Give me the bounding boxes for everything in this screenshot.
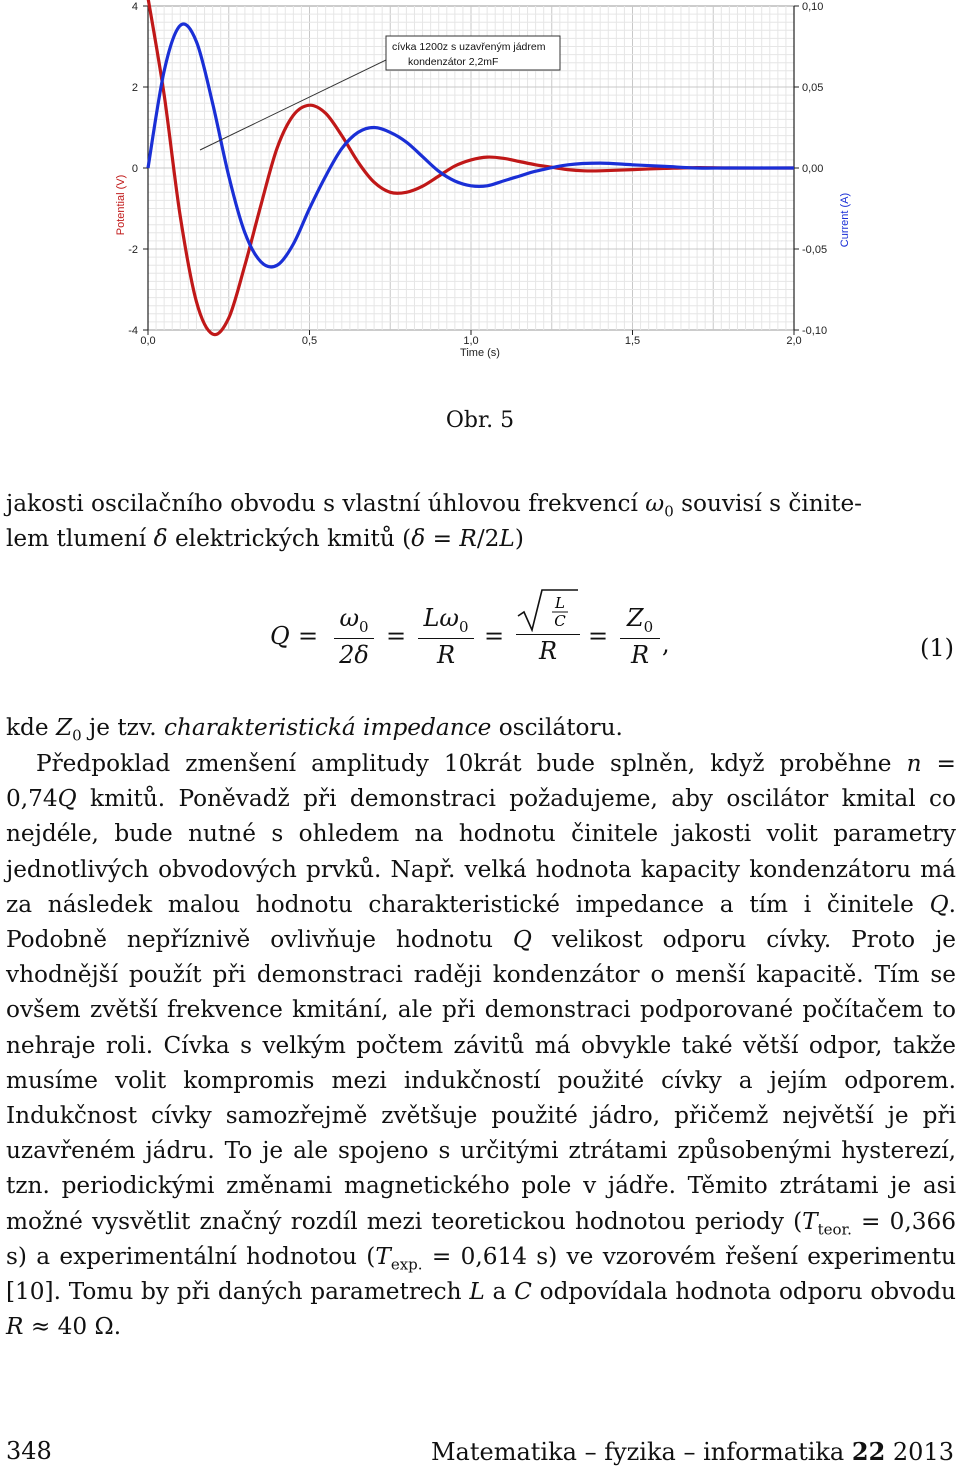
body-text: . Podobně nepříznivě ovlivňuje hodnotu xyxy=(6,890,956,954)
math-symbol: Q xyxy=(512,926,532,954)
eq-fraction-2 xyxy=(418,604,474,669)
intro-text: ) xyxy=(514,525,524,553)
eq-sign: = xyxy=(386,622,407,650)
y-left-tick-label: -2 xyxy=(128,244,138,256)
y-right-tick-label: 0,00 xyxy=(802,163,824,175)
eq-subscript: 0 xyxy=(359,617,369,636)
equation-number: (1) xyxy=(920,634,954,662)
y-right-tick-label: -0,05 xyxy=(802,244,828,256)
defined-term: charakteristická impedance xyxy=(163,714,492,741)
body-text: kde xyxy=(6,714,56,741)
eq-sign: = xyxy=(298,622,319,650)
math-subscript: teor. xyxy=(817,1220,852,1239)
x-axis-label: Time (s) xyxy=(460,347,500,359)
x-tick-label: 0,5 xyxy=(301,335,318,347)
chart-canvas xyxy=(108,0,852,360)
omega-subscript: 0 xyxy=(664,502,674,521)
math-symbol: T xyxy=(802,1207,818,1235)
body-paragraph-2 xyxy=(6,746,956,1344)
eq-numerator: Z xyxy=(626,604,644,632)
intro-text: elektrických kmitů ( xyxy=(167,525,412,553)
impedance-subscript: 0 xyxy=(72,726,82,745)
body-text: ≈ 40 Ω. xyxy=(23,1313,122,1341)
eq-fraction-1 xyxy=(334,604,374,669)
omega-symbol: ω xyxy=(645,490,665,517)
y-left-tick-label: 4 xyxy=(131,1,138,13)
y-left-axis-label: Potential (V) xyxy=(115,174,127,236)
y-left-tick-label: 2 xyxy=(131,82,138,94)
inductance-symbol: L xyxy=(499,525,515,553)
eq-denominator: R xyxy=(630,640,650,669)
eq-denominator: R xyxy=(436,640,456,669)
eq-denominator: R xyxy=(538,637,558,665)
math-symbol: T xyxy=(375,1242,391,1270)
intro-text: = xyxy=(425,525,460,553)
intro-paragraph xyxy=(6,486,956,556)
journal-name: Matematika – fyzika – informatika xyxy=(430,1438,852,1466)
body-paragraph-1 xyxy=(6,710,956,745)
legend-line-1: cívka 1200z s uzavřeným jádrem xyxy=(392,41,546,53)
journal-info xyxy=(431,1437,954,1466)
body-text: a xyxy=(484,1278,515,1306)
x-tick-label: 2,0 xyxy=(786,335,802,347)
delta-symbol: δ xyxy=(411,525,426,553)
resistance-symbol: R xyxy=(459,525,477,553)
eq-fraction-3 xyxy=(516,586,580,665)
body-text: = 0,614 s) ve vzorovém řešení experimentu [10]. Tomu by při daných parametrech xyxy=(6,1242,956,1306)
math-symbol: C xyxy=(514,1278,532,1306)
root-denominator: C xyxy=(554,612,566,630)
eq-subscript: 0 xyxy=(643,617,654,636)
body-text: kmitů. Poněvadž při demonstraci požadujeme, aby oscilátor kmital co nejdéle, bude nutné s ohledem na hodnotu činitele jakosti volit parametry jednotlivých obvodových prvků. Např. velká hodnota kapacity kondenzátoru má za následek malou hodnotu charakteristické impedance a tím i činitele xyxy=(6,785,956,918)
y-left-tick-label: -4 xyxy=(128,325,138,337)
math-symbol: Q xyxy=(929,890,949,918)
quality-factor-equation xyxy=(270,586,770,696)
eq-sign: = xyxy=(484,622,505,650)
eq-numerator: Lω xyxy=(423,604,459,632)
page-footer xyxy=(6,1437,954,1466)
math-subscript: exp. xyxy=(390,1255,423,1274)
x-tick-label: 1,0 xyxy=(463,335,479,347)
y-right-tick-label: 0,05 xyxy=(802,82,824,94)
journal-year: 2013 xyxy=(885,1438,954,1466)
delta-symbol: δ xyxy=(153,525,168,553)
square-root-sign xyxy=(516,586,580,632)
body-text: odpovídala hodnota odporu obvodu xyxy=(531,1278,956,1306)
body-text: = 0,74 xyxy=(6,750,956,813)
eq-subscript: 0 xyxy=(458,617,469,636)
root-numerator: L xyxy=(555,594,565,612)
intro-text: lem tlumení xyxy=(6,525,154,553)
intro-text: souvisí s činite- xyxy=(673,490,862,517)
journal-volume: 22 xyxy=(851,1437,886,1466)
math-symbol: R xyxy=(6,1313,24,1341)
x-tick-label: 0,0 xyxy=(140,335,156,347)
intro-text: /2 xyxy=(476,525,500,553)
y-right-tick-label: 0,10 xyxy=(802,1,824,13)
figure-caption: Obr. 5 xyxy=(445,408,515,433)
y-right-axis-label: Current (A) xyxy=(839,192,851,248)
eq-numerator: ω xyxy=(339,604,360,632)
eq-fraction-4 xyxy=(620,604,660,669)
page-number: 348 xyxy=(6,1437,52,1465)
legend-line-2: kondenzátor 2,2mF xyxy=(408,56,499,68)
eq-comma: , xyxy=(662,630,670,658)
eq-denominator: 2δ xyxy=(339,640,369,669)
math-symbol: Q xyxy=(57,785,77,813)
intro-text: jakosti oscilačního obvodu s vlastní úhlovou frekvencí xyxy=(6,490,646,517)
eq-sign: = xyxy=(588,622,609,650)
oscillation-chart xyxy=(108,0,852,360)
body-text: je tzv. xyxy=(81,714,164,741)
body-text: Předpoklad zmenšení amplitudy 10krát bude splněn, když proběhne xyxy=(36,750,907,777)
y-left-tick-label: 0 xyxy=(131,163,138,175)
body-text: velikost odporu cívky. Proto je vhodnější použít při demonstraci raději kondenzátor o menší kapacitě. Tím se ovšem zvětší frekvence kmitání, ale při demonstraci podporované počítačem to nehraje roli. Cívka s velkým počtem závitů má obvykle také větší odpor, takže musíme volit kompromis mezi indukčností použité cívky a jejím odporem. Indukčnost cívky samozřejmě zvětšuje použité jádro, přičemž největší je při uzavřeném jádru. To je ale spojeno s určitými ztrátami způsobenými hysterezí, tzn. periodickými změnami magnetického pole v jádře. Těmito ztrátami je asi možné vysvětlit značný rozdíl mezi teoretickou hodnotou periody ( xyxy=(6,926,956,1235)
eq-lhs: Q xyxy=(270,622,290,650)
x-tick-label: 1,5 xyxy=(624,335,641,347)
body-text: oscilátoru. xyxy=(491,714,623,741)
body-text: = 0,366 s) a experimentální hodnotou ( xyxy=(6,1207,956,1270)
y-right-tick-label: -0,10 xyxy=(802,325,828,337)
math-symbol: L xyxy=(469,1278,485,1306)
impedance-symbol: Z xyxy=(56,714,73,741)
math-symbol: n xyxy=(906,750,922,777)
